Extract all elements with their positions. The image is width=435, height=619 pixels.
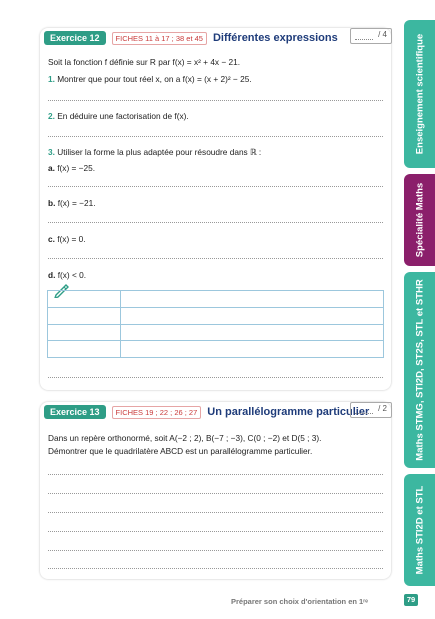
question-3d (48, 270, 86, 280)
section-tabs (404, 0, 435, 619)
sign-table[interactable] (47, 290, 384, 358)
question-number: 2. (48, 111, 55, 121)
exercise-number: Exercice 12 (44, 31, 106, 45)
answer-line[interactable] (48, 258, 383, 259)
tab-label: Enseignement scientifique (414, 33, 425, 155)
question-text: f(x) < 0. (57, 270, 87, 280)
exercise-title: Différentes expressions (212, 32, 338, 44)
question-1 (48, 74, 252, 84)
question-text: En déduire une factorisation de f(x). (57, 111, 189, 121)
answer-line[interactable] (48, 493, 383, 494)
exercise-title: Un parallélogramme particulier (207, 406, 370, 418)
tab-label: Maths STI2D et STL (414, 485, 425, 575)
tab-maths-sti2d-stl[interactable] (404, 474, 435, 586)
question-text: f(x) = 0. (57, 234, 86, 244)
score-blank (355, 39, 373, 40)
question-letter: d. (48, 270, 56, 280)
question-3 (48, 147, 261, 157)
answer-line[interactable] (48, 136, 383, 137)
tab-label: Maths STMG, STI2D, ST2S, STL et STHR (414, 279, 425, 461)
answer-line[interactable] (48, 222, 383, 223)
page-number: 79 (404, 594, 418, 606)
fiches-reference: FICHES 19 ; 22 ; 26 ; 27 (112, 406, 202, 419)
answer-line[interactable] (48, 100, 383, 101)
tab-specialite-maths[interactable] (404, 174, 435, 266)
question-2 (48, 111, 189, 121)
footer-text: Préparer son choix d'orientation en 1ʳᵉ (231, 597, 368, 606)
answer-line[interactable] (48, 550, 383, 551)
score-total: / 4 (378, 30, 387, 39)
tab-enseignement-scientifique[interactable] (404, 20, 435, 168)
answer-line[interactable] (48, 377, 383, 378)
score-box[interactable] (350, 28, 392, 44)
exercise-12-header (44, 31, 338, 45)
score-box[interactable] (350, 402, 392, 418)
question-3b (48, 198, 96, 208)
exercise-number: Exercice 13 (44, 405, 106, 419)
question-3c (48, 234, 86, 244)
question-letter: b. (48, 198, 56, 208)
question-text: Utiliser la forme la plus adaptée pour résoudre dans ℝ : (57, 147, 262, 157)
answer-line[interactable] (48, 186, 383, 187)
exercise-13-statement-2: Démontrer que le quadrilatère ABCD est un parallélogramme particulier. (48, 446, 313, 456)
exercise-13-header (44, 405, 369, 419)
question-3a (48, 163, 95, 173)
question-number: 3. (48, 147, 55, 157)
tab-label: Spécialité Maths (414, 182, 425, 258)
intro-text: Soit la fonction f définie sur R par f(x) = x² + 4x − 21. (48, 57, 241, 67)
tab-maths-stmg[interactable] (404, 272, 435, 468)
answer-line[interactable] (48, 531, 383, 532)
score-total: / 2 (378, 404, 387, 413)
exercise-12-card (40, 28, 391, 390)
fiches-reference: FICHES 11 à 17 ; 38 et 45 (112, 32, 207, 45)
score-blank (355, 413, 373, 414)
question-letter: c. (48, 234, 55, 244)
question-text: f(x) = −25. (57, 163, 96, 173)
answer-line[interactable] (48, 474, 383, 475)
question-number: 1. (48, 74, 55, 84)
question-letter: a. (48, 163, 55, 173)
exercise-13-card (40, 402, 391, 579)
question-text: Montrer que pour tout réel x, on a f(x) = (x + 2)² − 25. (57, 74, 252, 84)
exercise-13-statement-1: Dans un repère orthonormé, soit A(−2 ; 2), B(−7 ; −3), C(0 ; −2) et D(5 ; 3). (48, 433, 322, 443)
answer-line[interactable] (48, 568, 383, 569)
question-text: f(x) = −21. (57, 198, 96, 208)
answer-line[interactable] (48, 512, 383, 513)
